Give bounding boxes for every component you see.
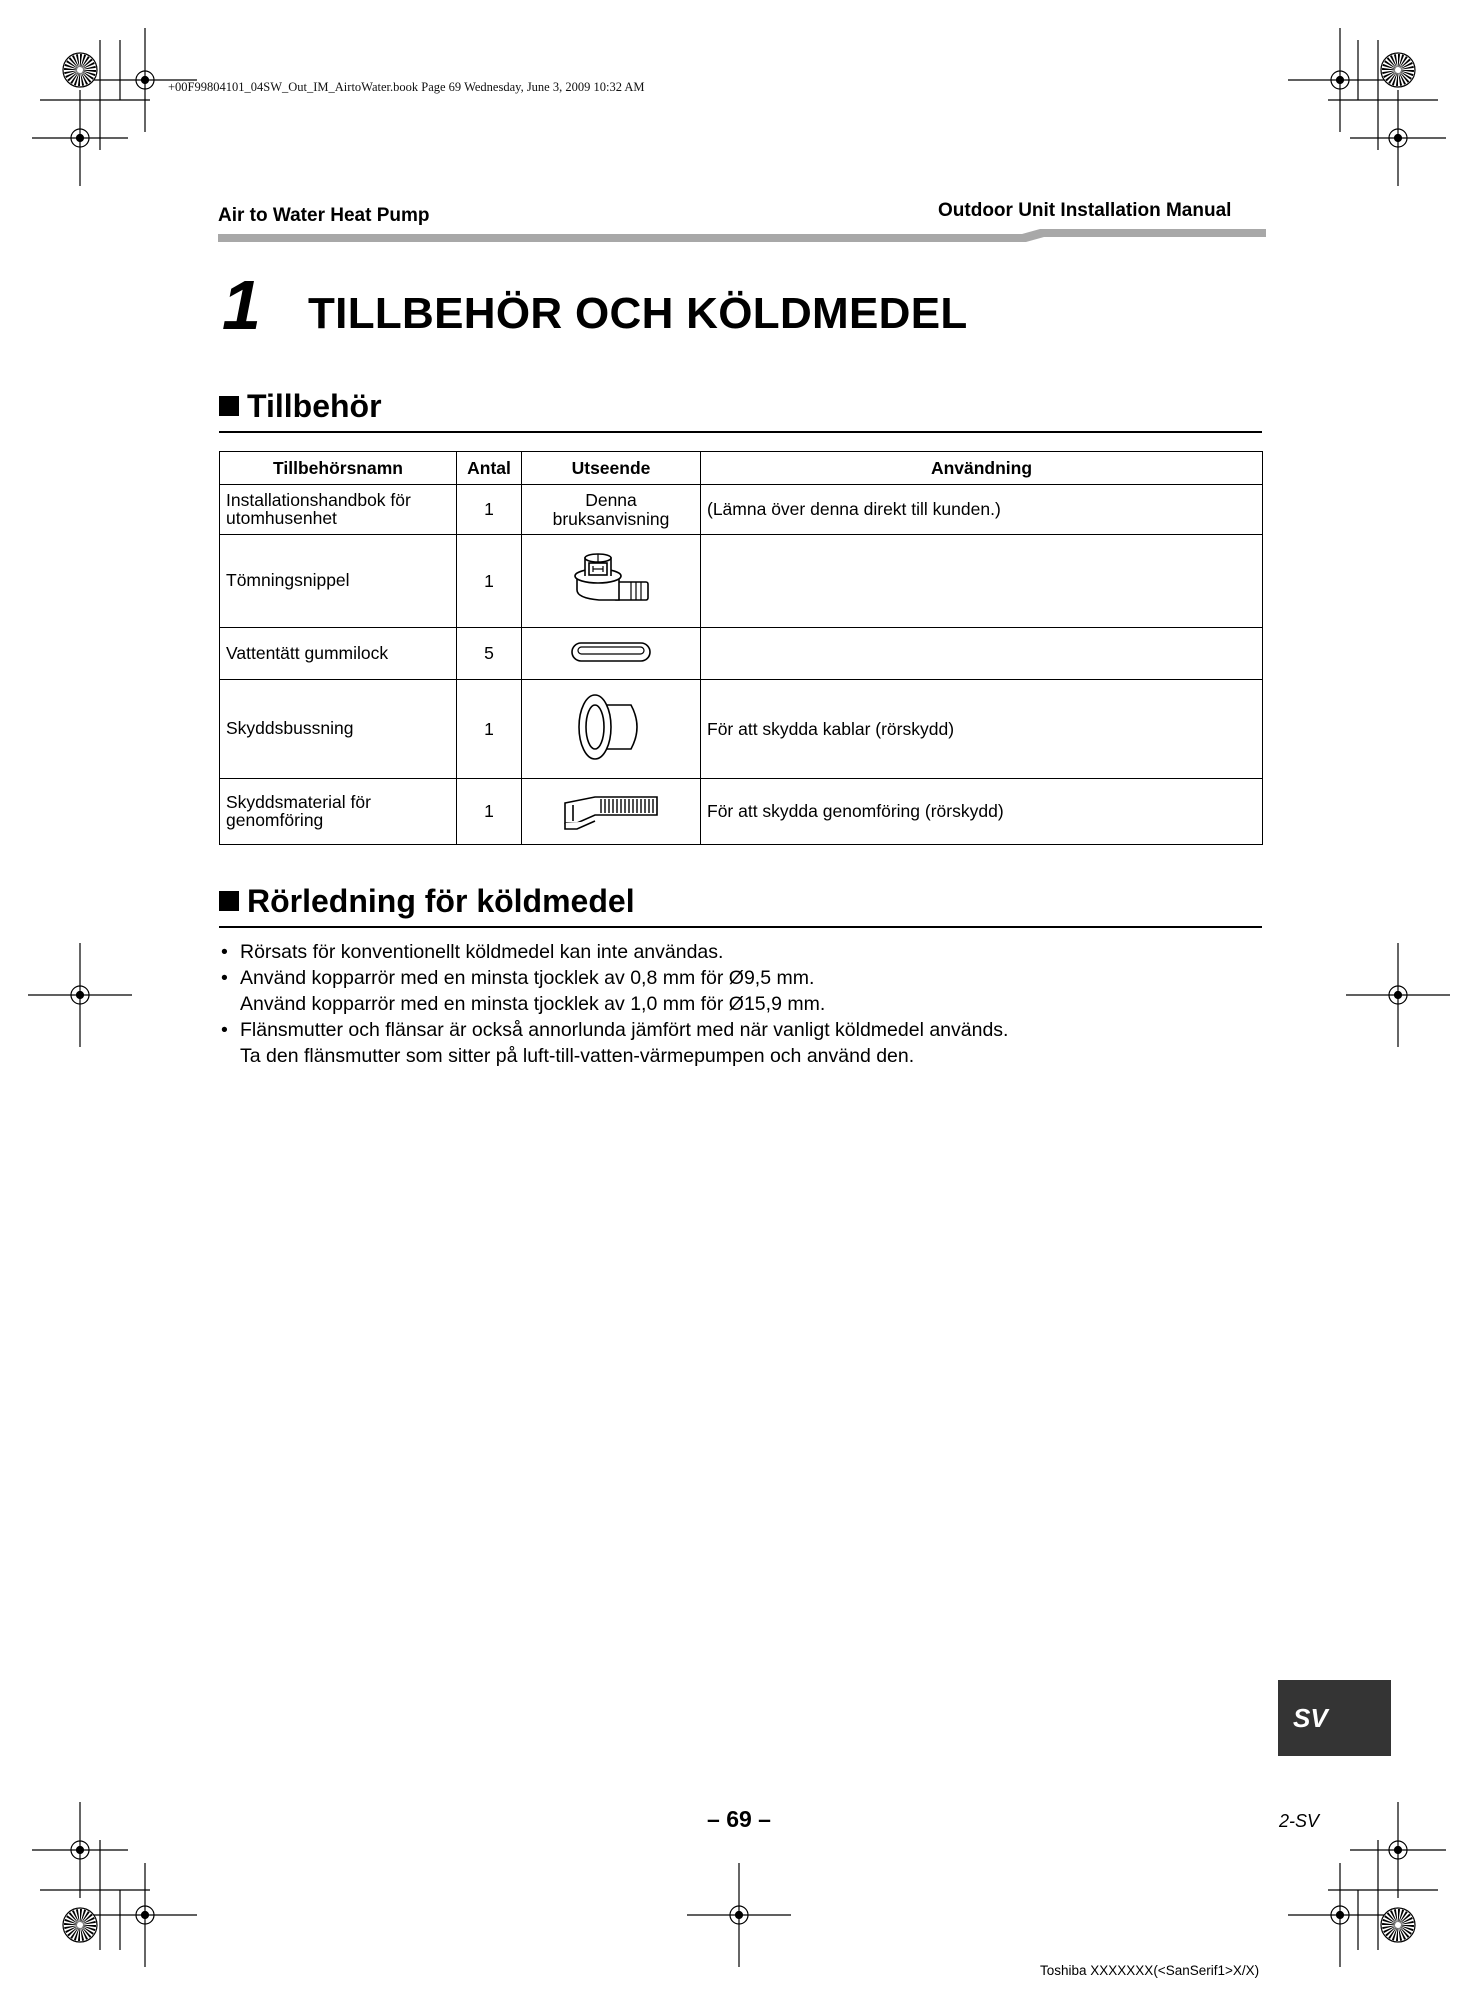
item-usage: För att skydda genomföring (rörskydd) [701, 779, 1263, 845]
crosshair-dot-icon [1395, 992, 1402, 999]
table-row [220, 680, 1263, 779]
column-header: Tillbehörsnamn [220, 452, 457, 485]
list-item-line: Flänsmutter och flänsar är också annorlunda jämfört med när vanligt köldmedel används. [240, 1019, 1009, 1041]
item-quantity: 1 [457, 535, 522, 628]
table-row [220, 485, 1263, 535]
registration-wheel-icon [1381, 1908, 1415, 1942]
column-header: Utseende [522, 452, 701, 485]
section-title: Tillbehör [247, 388, 382, 424]
bullet-dot-icon: • [221, 941, 228, 963]
table-row [220, 628, 1263, 680]
item-appearance: Denna bruksanvisning [522, 485, 701, 535]
item-usage: För att skydda kablar (rörskydd) [701, 680, 1263, 779]
running-header-left: Air to Water Heat Pump [218, 205, 430, 226]
rubber-cap-icon [569, 639, 653, 665]
section-heading-refrigerant [219, 885, 1262, 928]
bullet-dot-icon: • [221, 1019, 228, 1041]
list-item-line: Ta den flänsmutter som sitter på luft-till-vatten-värmepumpen och använd den. [240, 1045, 915, 1067]
item-name: Skyddsmaterial för genomföring [220, 779, 457, 845]
crosshair-dot-icon [77, 1847, 84, 1854]
crosshair-dot-icon [1395, 1847, 1402, 1854]
refrigerant-bullet-list [221, 939, 1261, 1069]
bushing-icon [573, 691, 649, 763]
chapter-number: 1 [222, 266, 261, 344]
item-usage: (Lämna över denna direkt till kunden.) [701, 485, 1263, 535]
registration-wheel-icon [63, 53, 97, 87]
footer-text: Toshiba XXXXXXX(<SanSerif1>X/X) [1040, 1963, 1260, 1978]
item-appearance [522, 779, 701, 845]
list-item-line: Använd kopparrör med en minsta tjocklek av 0,8 mm för Ø9,5 mm. [240, 967, 815, 989]
table-header-row [220, 452, 1263, 485]
crosshair-dot-icon [77, 992, 84, 999]
item-usage [701, 535, 1263, 628]
registration-wheel-icon [1381, 53, 1415, 87]
column-header: Användning [701, 452, 1263, 485]
column-header: Antal [457, 452, 522, 485]
item-name: Installationshandbok för utomhusenhet [220, 485, 457, 535]
item-name: Skyddsbussning [220, 680, 457, 779]
item-name: Tömningsnippel [220, 535, 457, 628]
language-tab: SV [1278, 1680, 1391, 1756]
bullet-dot-icon: • [221, 967, 228, 989]
chapter-title: TILLBEHÖR OCH KÖLDMEDEL [308, 289, 968, 338]
item-quantity: 1 [457, 779, 522, 845]
file-info: +00F99804101_04SW_Out_IM_AirtoWater.book Page 69 Wednesday, June 3, 2009 10:32 AM [168, 80, 645, 94]
square-bullet-icon [219, 396, 239, 416]
document-code: 2-SV [1279, 1811, 1320, 1831]
page-number: – 69 – [707, 1806, 771, 1832]
protective-strip-icon [559, 789, 663, 831]
accessories-table [219, 451, 1263, 845]
list-item-line: Använd kopparrör med en minsta tjocklek av 1,0 mm för Ø15,9 mm. [240, 993, 826, 1015]
table-row [220, 779, 1263, 845]
square-bullet-icon [219, 891, 239, 911]
table-row [220, 535, 1263, 628]
item-name: Vattentätt gummilock [220, 628, 457, 680]
drain-nipple-icon [565, 546, 657, 612]
item-appearance [522, 535, 701, 628]
crosshair-dot-icon [1337, 1912, 1344, 1919]
crosshair-dot-icon [736, 1912, 743, 1919]
item-quantity: 5 [457, 628, 522, 680]
item-quantity: 1 [457, 485, 522, 535]
running-header-right: Outdoor Unit Installation Manual [938, 200, 1232, 221]
list-item [221, 965, 1261, 1017]
list-item-line: Rörsats för konventionellt köldmedel kan inte användas. [240, 941, 724, 963]
header-rule [218, 229, 1266, 243]
item-appearance [522, 680, 701, 779]
list-item [221, 1017, 1261, 1069]
list-item [221, 939, 1261, 965]
crosshair-dot-icon [1395, 135, 1402, 142]
section-title: Rörledning för köldmedel [247, 883, 635, 919]
section-heading-accessories [219, 390, 1262, 433]
crosshair-dot-icon [142, 77, 149, 84]
item-quantity: 1 [457, 680, 522, 779]
crosshair-dot-icon [77, 135, 84, 142]
crosshair-dot-icon [1337, 77, 1344, 84]
registration-wheel-icon [63, 1908, 97, 1942]
crosshair-dot-icon [142, 1912, 149, 1919]
item-appearance [522, 628, 701, 680]
item-usage [701, 628, 1263, 680]
